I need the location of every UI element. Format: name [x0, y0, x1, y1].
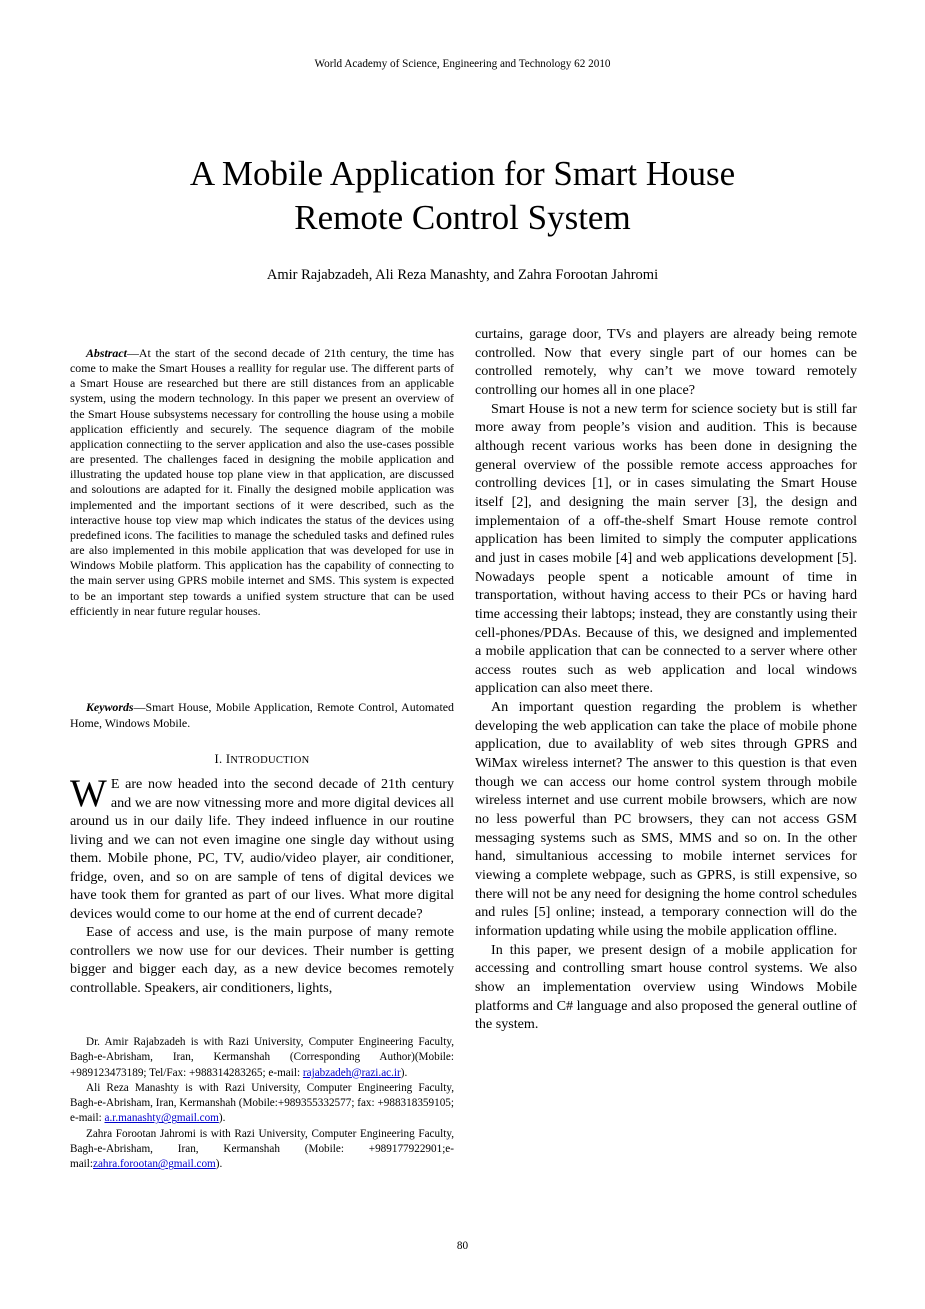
- abstract: [70, 346, 454, 619]
- footnote-2-end: ).: [218, 1112, 226, 1125]
- right-paragraph-4: In this paper, we present design of a mobile application for accessing and controlling smart house control systems. We also show an implementation overview using Windows Mobile platforms and C# language and also proposed the general outline of the system.: [475, 941, 857, 1033]
- introduction-body: [70, 772, 454, 997]
- keywords-dash: —: [133, 700, 146, 714]
- author-list: Amir Rajabzadeh, Ali Reza Manashty, and Zahra Forootan Jahromi: [266, 267, 659, 283]
- footnote-1-end: ).: [400, 1066, 408, 1079]
- right-paragraph-2: Smart House is not a new term for science society but is still far more away from people’s vision and audition. This is because although recent various works has been done in designing the general overview of the possible remote access approaches for controlling devices [1], or in cases simulating the Smart House itself [2], and designing the main server [3], the design and implementaion of a off-the-shelf Smart House remote control application has been limited to simply the computer applications and just in cases mobile [4] and web applications development [5]. Nowadays people spent a noticable amount of time in transportation, without having access to their PCs or having hard time accessing their labtops; instead, they are constantly using their cell-phones/PDAs. Because of this, we designed and implemented a mobile application that can be connected to a server where other access routes such as web application and local windows application can also meet there.: [475, 400, 857, 697]
- right-paragraph-3: An important question regarding the problem is whether developing the web application can take the place of mobile phone application, due to availablity of web sites through GPRS and WiMax wireless internet? The answer to this question is that even though we can access our home control system through mobile wireless internet and use current mobile browsers, which are now no less powerful than PC browsers, they can not access GSM messaging systems such as SMS, MMS and so on. In the other hand, simultanious accessing to mobile internet services for viewing a complete webpage, such as GPRS, is still expensive, so there will not be any need for designing the home control schedules and rules [5] online; instead, a temporary connection will do the information updating while using the mobile application offline.: [475, 699, 857, 939]
- footnote-3-text: Zahra Forootan Jahromi is with Razi University, Computer Engineering Faculty, Bagh-e-Abrisham, Iran, Kermanshah (Mobile: +989177922901;e-mail:: [70, 1127, 454, 1171]
- intro-paragraph-1-text: E are now headed into the second decade of 21th century and we are now vitnessing more and more digital devices all around us in our daily life. They indeed influence in our routine living and we can not even imagine one single day without using them. Mobile phone, PC, TV, audio/video player, air conditioner, fridge, oven, and so on are sample of tens of digital devices we have took them for granted as part of our lives. What more digital devices would come to our home at the end of current decade?: [70, 776, 454, 922]
- footnote-3-end: ).: [215, 1158, 223, 1171]
- footnote-1: [70, 1035, 454, 1081]
- footnote-3: [70, 1127, 454, 1173]
- title-line-2: Remote Control System: [294, 198, 631, 237]
- section-heading-introduction: [70, 752, 454, 767]
- keywords: [70, 700, 454, 731]
- abstract-text: At the start of the second decade of 21th century, the time has come to make the Smart Houses a reallity for regular use. The different parts of a Smart House are researched but there are still distances from an applicable system, using the modern technology. In this paper we present an overview of the Smart House subsystems necessary for controlling the house using a mobile application efficiently and securely. The sequence diagram of the mobile application connectiing to the server application and also the use-cases possible are presented. The challenges faced in designing the mobile application and illustrating the updated house top plane view in that application, are discussed and soloutions are adapted for it. Finally the designed mobile application was implemented and the important sections of it were described, such as the interactive house top view map which indicates the status of the devices using predefined icons. The facilities to manage the scheduled tasks and defined rules are also implemented in this mobile application that was developed for use in Windows Mobile platform. This application has the capability of connecting to the main server using GPRS mobile internet and SMS. This system is expected to be an important step towards a unified system structure that can be used efficiently in near future regular houses.: [70, 346, 454, 618]
- right-column-body: [475, 325, 857, 1034]
- section-first-letter: I: [225, 752, 231, 766]
- author-footnotes: [70, 1035, 454, 1173]
- footnote-1-text: Dr. Amir Rajabzadeh is with Razi University, Computer Engineering Faculty, Bagh-e-Abrisham, Iran, Kermanshah (Corresponding Author)(Mobile: +989123473189; Tel/Fax: +988314283265; e-mail:: [70, 1036, 454, 1079]
- footnote-2: [70, 1081, 454, 1127]
- section-numeral: I.: [214, 752, 223, 766]
- abstract-dash: —: [126, 346, 139, 360]
- footnote-2-text: Ali Reza Manashty is with Razi University, Computer Engineering Faculty, Bagh-e-Abrisham, Iran, Kermanshah (Mobile:+989355332577; fax: +988318359105; e-mail:: [70, 1081, 454, 1125]
- section-title-rest: NTRODUCTION: [230, 755, 310, 766]
- drop-cap: W: [70, 772, 107, 815]
- email-link-rajabzadeh[interactable]: rajabzadeh@razi.ac.ir: [302, 1066, 401, 1079]
- email-link-forootan[interactable]: zahra.forootan@gmail.com: [93, 1158, 216, 1171]
- abstract-label: Abstract: [86, 346, 127, 360]
- intro-paragraph-2: Ease of access and use, is the main purpose of many remote controllers we now use for our devices. Their number is getting bigger and bigger each day, as a new device becomes remotely controllable. Speakers, air conditioners, lights,: [70, 924, 454, 996]
- journal-header: World Academy of Science, Engineering and Technology 62 2010: [314, 58, 611, 70]
- keywords-label: Keywords: [86, 700, 134, 714]
- page-number: 80: [456, 1240, 469, 1252]
- title-line-1: A Mobile Application for Smart House: [189, 154, 736, 193]
- right-paragraph-1: curtains, garage door, TVs and players are already being remote controlled. Now that every single part of our homes can be controlled remotely, why can’t we move toward remotely controlling our homes all in one place?: [475, 326, 857, 398]
- email-link-manashty[interactable]: a.r.manashty@gmail.com: [104, 1112, 219, 1125]
- paper-title: [0, 152, 925, 240]
- keywords-text: Smart House, Mobile Application, Remote Control, Automated Home, Windows Mobile.: [70, 700, 454, 730]
- intro-paragraph-1: [70, 772, 454, 923]
